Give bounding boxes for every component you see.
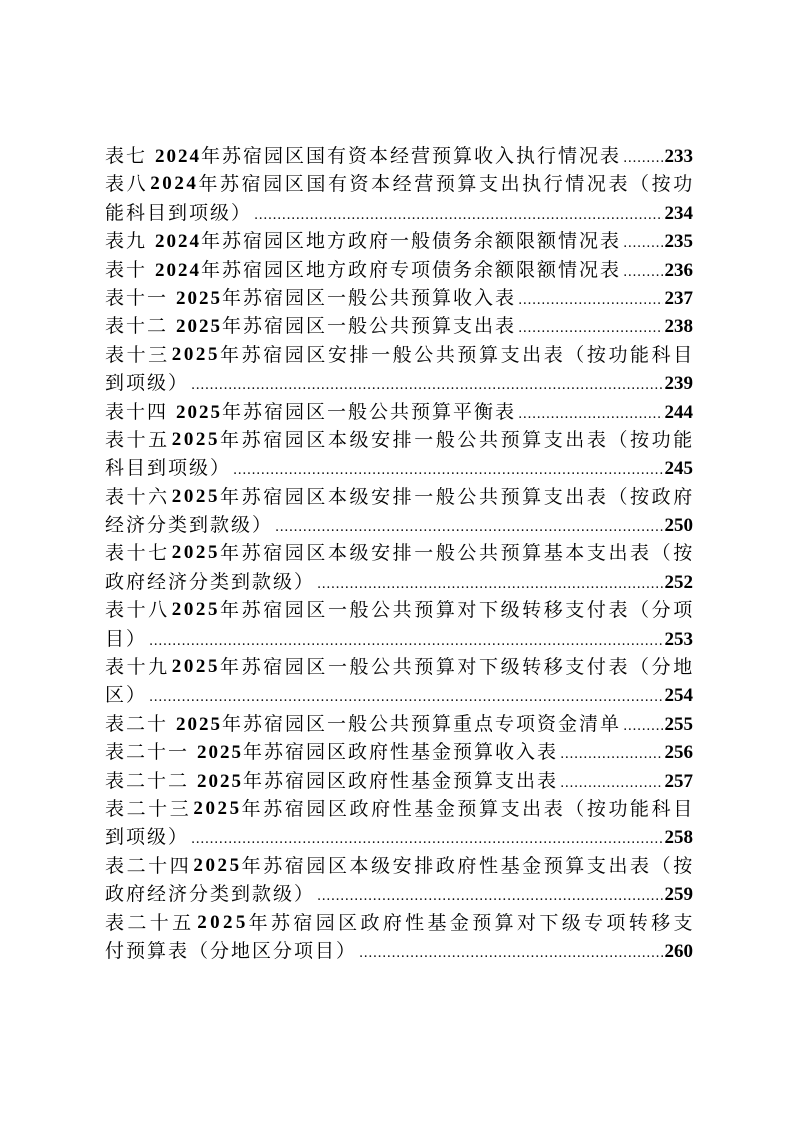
dot-leader [560,770,662,795]
toc-entry-title: 付预算表（分地区分项目） [105,939,358,962]
toc-entry[interactable] [105,426,693,483]
toc-page-number: 258 [664,827,693,849]
table-of-contents [105,142,693,965]
toc-entry-title: 能科目到项级） [105,201,253,224]
toc-entry-title: 政府经济分类到款级） [105,570,316,593]
toc-entry[interactable] [105,767,693,795]
toc-entry-title: 表九 2024年苏宿园区地方政府一般债务余额限额情况表 [105,230,622,253]
toc-entry[interactable] [105,227,693,255]
toc-entry[interactable] [105,596,693,653]
toc-entry-title-line: 表 十 三 2 0 2 5 年 苏 宿 园 区 安 排 一 般 公 共 预 算 支 出 表 （ 按 功 能 科 目 [105,343,693,366]
toc-entry[interactable] [105,653,693,710]
toc-entry-title-line: 表 十 七 2 0 2 5 年 苏 宿 园 区 本 级 安 排 一 般 公 共 预 算 基 本 支 出 表 （ 按 [105,542,693,565]
toc-entry-title-line: 表 十 五 2 0 2 5 年 苏 宿 园 区 本 级 安 排 一 般 公 共 预 算 支 出 表 （ 按 功 能 [105,428,693,451]
toc-entry-title-line: 表 二 十 三 2 0 2 5 年 苏 宿 园 区 政 府 性 基 金 预 算 支 出 表 （ 按 功 能 科 目 [105,797,693,820]
toc-page-number: 236 [664,259,693,281]
dot-leader [149,684,662,709]
toc-entry-last-line [105,256,693,284]
toc-entry-title: 经济分类到款级） [105,514,274,537]
toc-entry[interactable] [105,256,693,284]
toc-entry-title: 政府经济分类到款级） [105,883,316,906]
toc-entry-title: 到项级） [105,372,190,395]
dot-leader [623,230,662,255]
toc-entry-title: 表十一 2025年苏宿园区一般公共预算收入表 [105,286,517,309]
toc-entry-last-line [105,511,693,539]
toc-entry-last-line [105,454,693,482]
dot-leader [623,145,662,170]
toc-entry[interactable] [105,312,693,340]
toc-entry-last-line [105,142,693,170]
toc-page-number: 239 [664,373,693,395]
toc-entry-title: 表二十二 2025年苏宿园区政府性基金预算支出表 [105,769,559,792]
toc-entry-title: 表二十 2025年苏宿园区一般公共预算重点专项资金清单 [105,712,622,735]
toc-page-number: 244 [664,401,693,423]
toc-entry[interactable] [105,341,693,398]
dot-leader [518,287,662,312]
dot-leader [254,202,662,227]
toc-entry[interactable] [105,738,693,766]
toc-entry-title: 表二十一 2025年苏宿园区政府性基金预算收入表 [105,741,559,764]
toc-page-number: 237 [664,287,693,309]
toc-entry-title-line: 表 八 2 0 2 4 年 苏 宿 园 区 国 有 资 本 经 营 预 算 支 出 执 行 情 况 表 （ 按 功 [105,173,693,196]
dot-leader [191,826,662,851]
toc-entry[interactable] [105,483,693,540]
toc-entry[interactable] [105,142,693,170]
toc-entry-title: 表十二 2025年苏宿园区一般公共预算支出表 [105,315,517,338]
toc-page-number: 260 [664,940,693,962]
toc-entry-last-line [105,398,693,426]
toc-entry-title: 表十四 2025年苏宿园区一般公共预算平衡表 [105,400,517,423]
toc-entry-last-line [105,284,693,312]
dot-leader [623,713,662,738]
dot-leader [518,401,662,426]
toc-entry-title: 目） [105,627,148,650]
toc-entry-last-line [105,312,693,340]
toc-entry-title-line: 表 二 十 四 2 0 2 5 年 苏 宿 园 区 本 级 安 排 政 府 性 基 金 预 算 支 出 表 （ 按 [105,854,693,877]
toc-page-number: 233 [664,146,693,167]
dot-leader [317,883,662,908]
toc-entry[interactable] [105,909,693,966]
toc-entry-last-line [105,937,693,965]
toc-page-number: 238 [664,316,693,338]
toc-entry-title: 表七 2024年苏宿园区国有资本经营预算收入执行情况表 [105,145,622,167]
toc-entry-last-line [105,823,693,851]
toc-entry[interactable] [105,284,693,312]
toc-entry-title: 科目到项级） [105,457,232,480]
toc-entry-last-line [105,710,693,738]
toc-entry[interactable] [105,398,693,426]
toc-entry-last-line [105,880,693,908]
dot-leader [191,372,662,397]
dot-leader [233,457,662,482]
toc-entry[interactable] [105,795,693,852]
toc-entry-last-line [105,681,693,709]
toc-page-number: 235 [664,231,693,253]
toc-entry-title: 到项级） [105,826,190,849]
toc-entry[interactable] [105,539,693,596]
toc-page-number: 259 [664,884,693,906]
toc-entry-title: 表十 2024年苏宿园区地方政府专项债务余额限额情况表 [105,258,622,281]
toc-entry-last-line [105,625,693,653]
dot-leader [560,741,662,766]
toc-entry-last-line [105,738,693,766]
toc-page-number: 252 [664,571,693,593]
toc-page-number: 256 [664,742,693,764]
dot-leader [518,315,662,340]
toc-entry-last-line [105,369,693,397]
toc-entry-last-line [105,227,693,255]
toc-entry-title-line: 表 二 十 五 2 0 2 5 年 苏 宿 园 区 政 府 性 基 金 预 算 对 下 级 专 项 转 移 支 [105,911,693,934]
dot-leader [359,940,662,965]
toc-entry-last-line [105,568,693,596]
toc-entry-title-line: 表 十 九 2 0 2 5 年 苏 宿 园 区 一 般 公 共 预 算 对 下 级 转 移 支 付 表 （ 分 地 [105,656,693,679]
toc-page-number: 253 [664,628,693,650]
toc-page-number: 250 [664,515,693,537]
toc-entry-title: 区） [105,684,148,707]
dot-leader [623,259,662,284]
toc-entry[interactable] [105,710,693,738]
toc-page-number: 234 [664,202,693,224]
toc-page-number: 257 [664,770,693,792]
toc-entry-title-line: 表 十 六 2 0 2 5 年 苏 宿 园 区 本 级 安 排 一 般 公 共 预 算 支 出 表 （ 按 政 府 [105,485,693,508]
toc-entry-last-line [105,199,693,227]
dot-leader [149,628,662,653]
toc-page-number: 245 [664,458,693,480]
dot-leader [317,571,662,596]
dot-leader [275,514,662,539]
toc-page-number: 254 [664,685,693,707]
toc-entry[interactable] [105,170,693,227]
toc-entry[interactable] [105,852,693,909]
toc-entry-last-line [105,767,693,795]
toc-page-number: 255 [664,713,693,735]
toc-entry-title-line: 表 十 八 2 0 2 5 年 苏 宿 园 区 一 般 公 共 预 算 对 下 级 转 移 支 付 表 （ 分 项 [105,599,693,622]
